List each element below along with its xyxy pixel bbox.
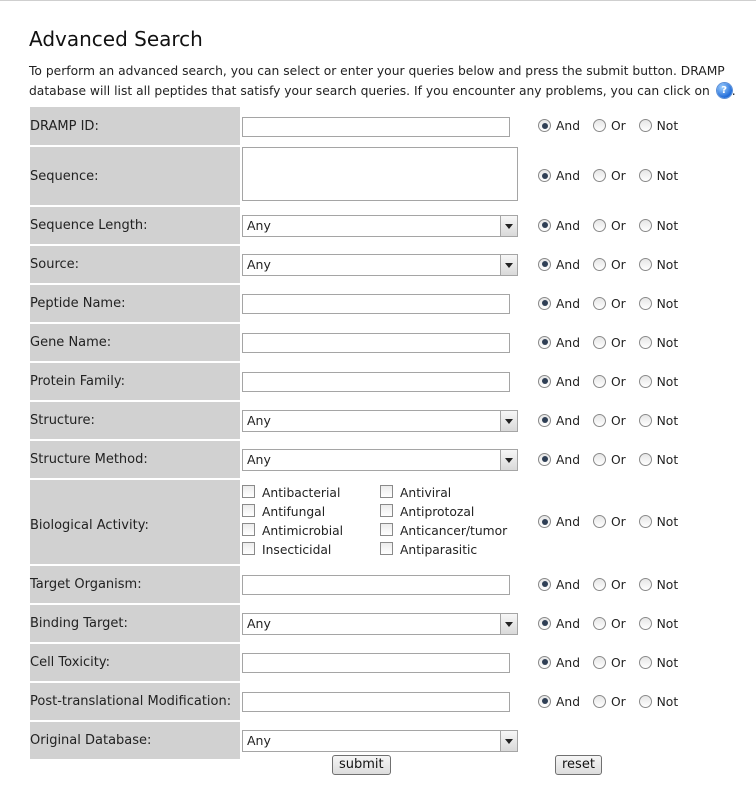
page-title: Advanced Search [29,27,203,51]
radio-and[interactable] [538,414,551,427]
radio-and[interactable] [538,219,551,232]
radio-not[interactable] [639,219,652,232]
selected-value: Any [247,412,271,428]
radio-and[interactable] [538,375,551,388]
selected-value: Any [247,732,271,748]
label-peptide-name: Peptide Name: [30,284,241,323]
row-source [30,245,752,284]
radio-not[interactable] [639,336,652,349]
label-not: Not [656,374,679,389]
radio-not[interactable] [639,119,652,132]
checkbox-box[interactable] [242,523,255,536]
label-not: Not [656,616,679,631]
checkbox-box[interactable] [380,523,393,536]
checkbox-box[interactable] [242,542,255,555]
row-biological-activity [30,479,752,565]
selected-value: Any [247,256,271,272]
radio-not[interactable] [639,578,652,591]
logic-sequence [538,146,752,206]
source-select[interactable] [242,254,518,276]
checkbox-label: Insecticidal [262,543,332,557]
radio-not[interactable] [639,169,652,182]
label-and: And [556,515,581,529]
label-not: Not [656,335,679,350]
chevron-down-icon[interactable] [500,614,517,634]
checkbox-box[interactable] [380,485,393,498]
intro-text [29,61,751,101]
chevron-down-icon[interactable] [500,450,517,470]
label-not: Not [656,452,679,467]
label-source: Source: [30,245,241,284]
logic-binding-target [538,604,752,643]
chevron-down-icon[interactable] [500,731,517,751]
row-target-organism [30,565,752,604]
label-sequence: Sequence: [30,146,241,206]
selected-value: Any [247,615,271,631]
checkbox-antiviral[interactable] [380,484,518,503]
sequence-textarea[interactable] [242,147,518,201]
label-not: Not [656,515,679,529]
chevron-down-icon[interactable] [500,216,517,236]
checkbox-label: Antimicrobial [262,524,344,538]
radio-not[interactable] [639,656,652,669]
radio-and[interactable] [538,695,551,708]
radio-or[interactable] [593,219,606,232]
label-protein-family: Protein Family: [30,362,241,401]
reset-button[interactable]: reset [555,755,602,775]
radio-or[interactable] [593,414,606,427]
row-protein-family [30,362,752,401]
row-sequence-length [30,206,752,245]
ptm-input[interactable] [242,692,510,712]
sequence-length-select[interactable] [242,215,518,237]
label-and: And [556,257,581,272]
radio-or[interactable] [593,297,606,310]
label-or: Or [610,119,626,133]
cell-toxicity-input[interactable] [242,653,510,673]
biological-activity-checkboxes [242,480,538,564]
checkbox-insecticidal[interactable] [242,541,380,560]
logic-protein-family [538,362,752,401]
structure-method-select[interactable] [242,449,518,471]
row-structure [30,401,752,440]
selected-value: Any [247,451,271,467]
row-binding-target [30,604,752,643]
label-ptm: Post-translational Modification: [30,682,241,721]
radio-and[interactable] [538,297,551,310]
checkbox-antifungal[interactable] [242,503,380,522]
label-not: Not [656,169,679,183]
logic-structure-method [538,440,752,479]
label-structure-method: Structure Method: [30,440,241,479]
radio-not[interactable] [639,617,652,630]
intro-end: . [731,84,736,98]
checkbox-box[interactable] [242,504,255,517]
radio-and[interactable] [538,656,551,669]
label-or: Or [610,694,626,709]
radio-not[interactable] [639,515,652,528]
label-dramp-id: DRAMP ID: [30,107,241,146]
label-and: And [556,119,581,133]
help-icon[interactable]: ? [717,83,732,98]
logic-gene-name [538,323,752,362]
checkbox-label: Antifungal [262,505,326,519]
label-binding-target: Binding Target: [30,604,241,643]
structure-select[interactable] [242,410,518,432]
radio-not[interactable] [639,297,652,310]
chevron-down-icon[interactable] [500,411,517,431]
checkbox-label: Antibacterial [262,486,341,500]
label-or: Or [610,218,626,233]
label-and: And [556,655,581,670]
checkbox-anticancer-tumor[interactable] [380,522,518,541]
label-target-organism: Target Organism: [30,565,241,604]
checkbox-box[interactable] [380,504,393,517]
label-not: Not [656,655,679,670]
row-gene-name [30,323,752,362]
logic-source [538,245,752,284]
label-structure: Structure: [30,401,241,440]
logic-sequence-length [538,206,752,245]
radio-and[interactable] [538,578,551,591]
label-cell-toxicity: Cell Toxicity: [30,643,241,682]
label-and: And [556,335,581,350]
label-or: Or [610,452,626,467]
row-ptm [30,682,752,721]
label-not: Not [656,694,679,709]
logic-target-organism [538,565,752,604]
radio-and[interactable] [538,119,551,132]
radio-or[interactable] [593,617,606,630]
chevron-down-icon[interactable] [500,255,517,275]
label-not: Not [656,218,679,233]
row-original-database [30,721,752,760]
radio-or[interactable] [593,169,606,182]
radio-or[interactable] [593,656,606,669]
label-or: Or [610,335,626,350]
label-and: And [556,694,581,709]
dramp-id-input[interactable] [242,117,510,137]
row-structure-method [30,440,752,479]
row-sequence [30,146,752,206]
checkbox-box[interactable] [242,485,255,498]
label-or: Or [610,655,626,670]
logic-dramp-id [538,107,752,146]
checkbox-antimicrobial[interactable] [242,522,380,541]
label-or: Or [610,413,626,428]
radio-or[interactable] [593,695,606,708]
radio-or[interactable] [593,578,606,591]
label-not: Not [656,413,679,428]
radio-and[interactable] [538,169,551,182]
label-or: Or [610,374,626,389]
label-biological-activity: Biological Activity: [30,479,241,565]
advanced-search-form [30,107,752,761]
label-original-database: Original Database: [30,721,241,760]
logic-peptide-name [538,284,752,323]
radio-and[interactable] [538,258,551,271]
label-gene-name: Gene Name: [30,323,241,362]
protein-family-input[interactable] [242,372,510,392]
checkbox-antiprotozal[interactable] [380,503,518,522]
checkbox-label: Antiprotozal [400,505,475,519]
radio-not[interactable] [639,695,652,708]
label-and: And [556,218,581,233]
radio-or[interactable] [593,119,606,132]
radio-or[interactable] [593,453,606,466]
logic-biological-activity [538,479,752,565]
logic-structure [538,401,752,440]
radio-not[interactable] [639,375,652,388]
radio-and[interactable] [538,453,551,466]
gene-name-input[interactable] [242,333,510,353]
label-not: Not [656,119,679,133]
label-not: Not [656,257,679,272]
submit-button[interactable]: submit [332,755,391,775]
original-database-select[interactable] [242,730,518,752]
intro-paragraph: To perform an advanced search, you can select or enter your queries below and press the submit button. DRAMP database will list all peptides that satisfy your search queries. If you encounter any problems, you can click on [29,64,725,98]
logic-cell-toxicity [538,643,752,682]
label-and: And [556,413,581,428]
label-or: Or [610,296,626,311]
radio-not[interactable] [639,453,652,466]
label-or: Or [610,577,626,592]
row-peptide-name [30,284,752,323]
label-not: Not [656,296,679,311]
row-dramp-id [30,107,752,146]
label-not: Not [656,577,679,592]
selected-value: Any [247,217,271,233]
checkbox-label: Antiviral [400,486,452,500]
radio-and[interactable] [538,336,551,349]
radio-or[interactable] [593,336,606,349]
label-or: Or [610,169,626,183]
peptide-name-input[interactable] [242,294,510,314]
label-sequence-length: Sequence Length: [30,206,241,245]
label-and: And [556,577,581,592]
label-or: Or [610,616,626,631]
row-cell-toxicity [30,643,752,682]
radio-and[interactable] [538,515,551,528]
radio-not[interactable] [639,258,652,271]
top-divider [0,0,756,1]
radio-or[interactable] [593,515,606,528]
label-and: And [556,296,581,311]
target-organism-input[interactable] [242,575,510,595]
label-and: And [556,374,581,389]
radio-not[interactable] [639,414,652,427]
checkbox-antiparasitic[interactable] [380,541,518,560]
checkbox-box[interactable] [380,542,393,555]
label-and: And [556,616,581,631]
radio-and[interactable] [538,617,551,630]
label-or: Or [610,515,626,529]
label-and: And [556,169,581,183]
radio-or[interactable] [593,375,606,388]
radio-or[interactable] [593,258,606,271]
checkbox-label: Antiparasitic [400,543,478,557]
logic-ptm [538,682,752,721]
binding-target-select[interactable] [242,613,518,635]
checkbox-label: Anticancer/tumor [400,524,508,538]
checkbox-antibacterial[interactable] [242,484,380,503]
label-or: Or [610,257,626,272]
label-and: And [556,452,581,467]
